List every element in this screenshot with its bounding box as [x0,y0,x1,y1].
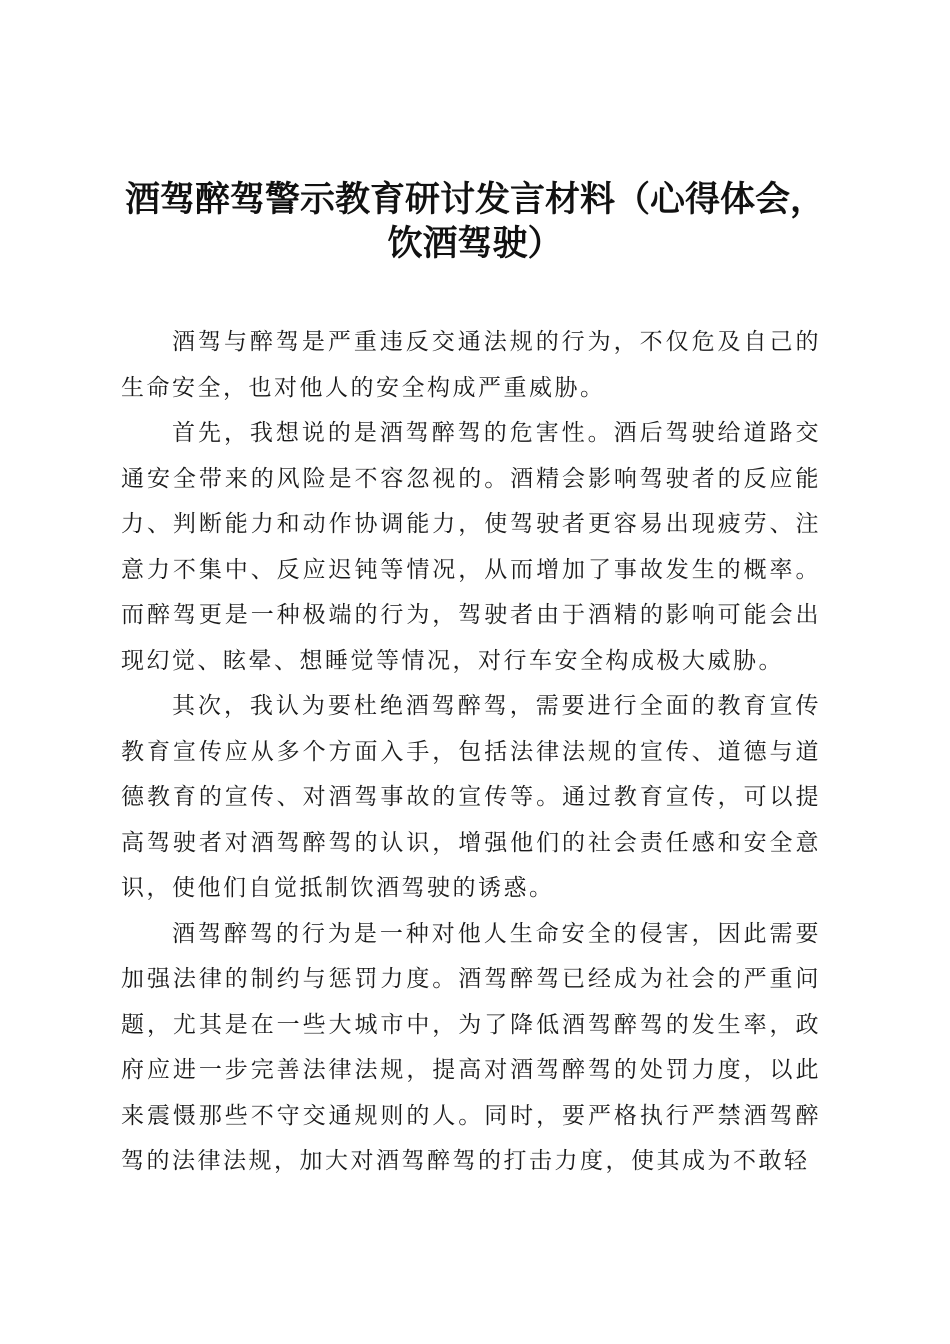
document-body [121,320,821,1185]
document-title [100,178,850,266]
title-line-1: 酒驾醉驾警示教育研讨发言材料（心得体会， [124,179,825,220]
paragraph-1: 酒驾与醉驾是严重违反交通法规的行为，不仅危及自己的生命安全，也对他人的安全构成严重威胁。 [121,329,821,401]
paragraph-3: 其次，我认为要杜绝酒驾醉驾，需要进行全面的教育宣传教育宣传应从多个方面入手，包括法律法规的宣传、道德与道德教育的宣传、对酒驾事故的宣传等。通过教育宣传，可以提高驾驶者对酒驾醉驾的认识，增强他们的社会责任感和安全意识，使他们自觉抵制饮酒驾驶的诱惑。 [121,693,821,901]
paragraph-2: 首先，我想说的是酒驾醉驾的危害性。酒后驾驶给道路交通安全带来的风险是不容忽视的。酒精会影响驾驶者的反应能力、判断能力和动作协调能力，使驾驶者更容易出现疲劳、注意力不集中、反应迟钝等情况，从而增加了事故发生的概率。而醉驾更是一种极端的行为，驾驶者由于酒精的影响可能会出现幻觉、眩晕、想睡觉等情况，对行车安全构成极大威胁。 [121,420,821,674]
title-line-2: 饮酒驾驶） [387,223,563,264]
paragraph-4: 酒驾醉驾的行为是一种对他人生命安全的侵害，因此需要加强法律的制约与惩罚力度。酒驾醉驾已经成为社会的严重问题，尤其是在一些大城市中，为了降低酒驾醉驾的发生率，政府应进一步完善法律法规，提高对酒驾醉驾的处罚力度，以此来震慑那些不守交通规则的人。同时，要严格执行严禁酒驾醉驾的法律法规，加大对酒驾醉驾的打击力度，使其成为不敢轻 [121,920,821,1174]
